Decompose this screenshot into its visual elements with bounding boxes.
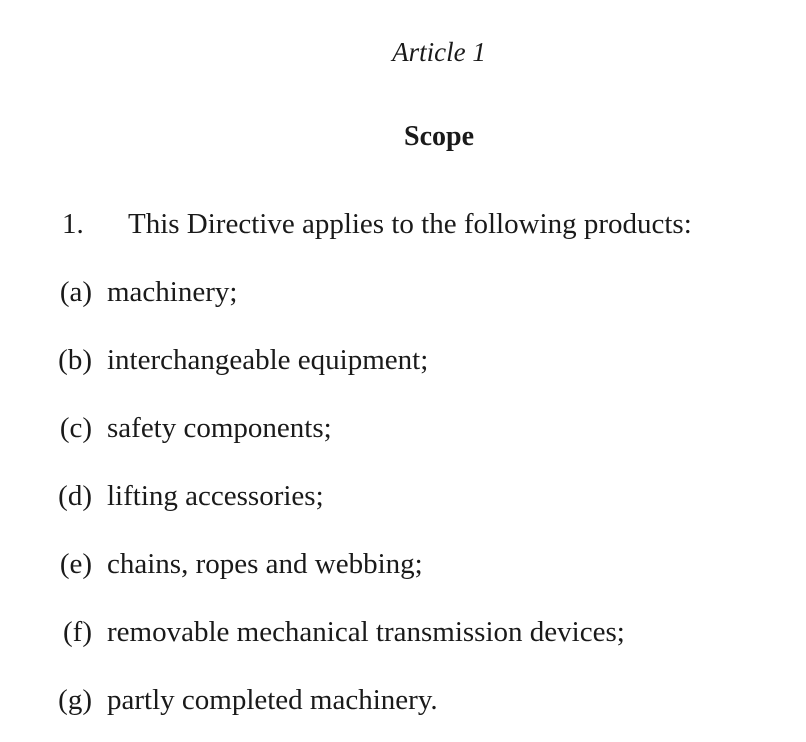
paragraph-1 <box>62 205 692 243</box>
list-item-marker: (a) <box>59 276 92 308</box>
list-item-marker: (e) <box>59 548 92 580</box>
list-item-text: safety components; <box>107 412 332 444</box>
list-item-marker: (b) <box>58 344 92 376</box>
list-item-marker: (c) <box>59 412 92 444</box>
list-item-text: lifting accessories; <box>107 480 324 512</box>
list-item-marker: (f) <box>63 616 92 648</box>
list-item-text: partly completed machinery. <box>107 684 438 716</box>
paragraph-number: 1. <box>62 208 84 240</box>
list-item-text: removable mechanical transmission devices; <box>107 616 625 648</box>
list-item-text: machinery; <box>107 276 238 308</box>
list-item-text: chains, ropes and webbing; <box>107 548 423 580</box>
article-subheading: Scope <box>404 121 474 152</box>
list-item-marker: (d) <box>58 480 92 512</box>
paragraph-text: This Directive applies to the following products: <box>128 208 692 240</box>
article-heading: Article 1 <box>392 37 486 67</box>
list-item-marker: (g) <box>58 684 92 716</box>
list-item-text: interchangeable equipment; <box>107 344 429 376</box>
